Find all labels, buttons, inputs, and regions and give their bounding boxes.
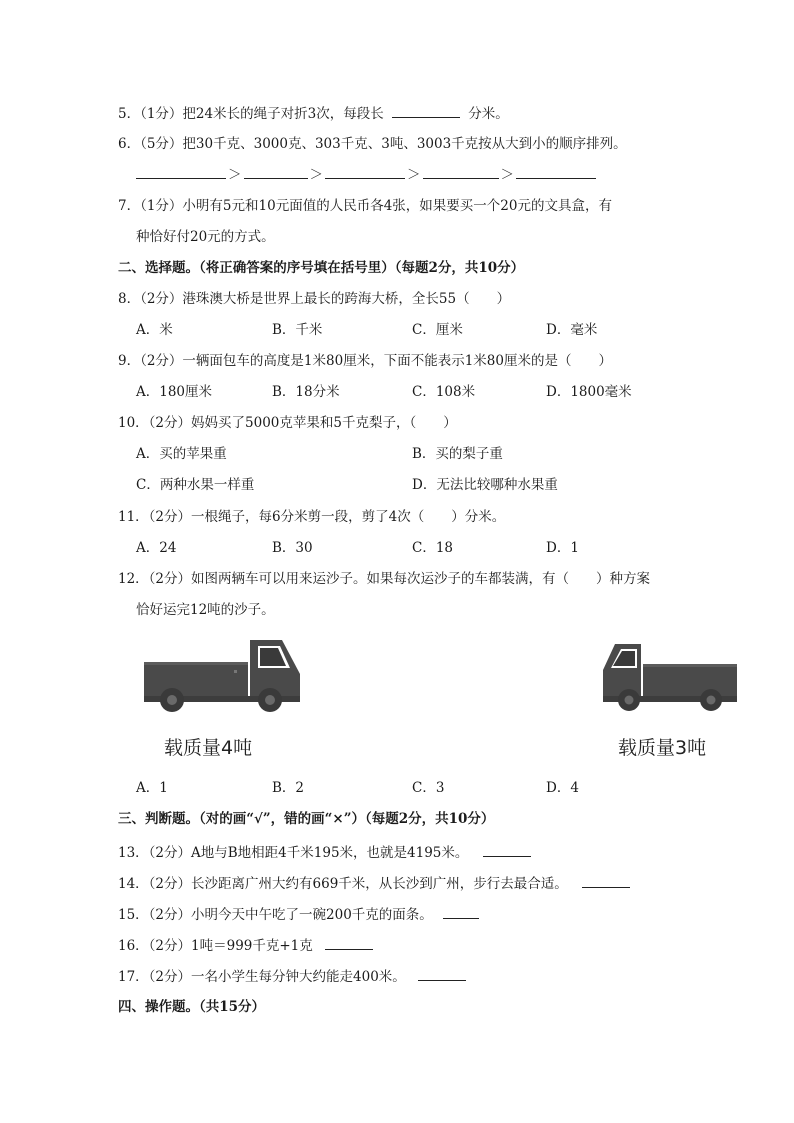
question-9-option-d[interactable]: D．1800毫米	[546, 384, 632, 400]
section-4-title: 四、操作题。（共15分）	[118, 999, 266, 1015]
question-6-blank-2[interactable]	[244, 164, 308, 179]
question-13	[118, 842, 531, 863]
truck-3-ton-image	[601, 640, 739, 712]
question-13-text: 13．（2分）A地与B地相距4千米195米，也就是4195米。	[118, 845, 469, 861]
question-17-answer-blank[interactable]	[418, 966, 466, 981]
greater-than-sign: ＞	[309, 167, 323, 183]
question-6-blank-1[interactable]	[136, 164, 226, 179]
question-15-text: 15．（2分）小明今天中午吃了一碗200千克的面条。	[118, 907, 433, 923]
question-5-suffix: 分米。	[468, 106, 509, 122]
question-17	[118, 966, 466, 987]
question-7-line-2: 种恰好付20元的方式。	[136, 229, 275, 245]
question-6-blank-4[interactable]	[423, 164, 499, 179]
question-16	[118, 935, 373, 956]
truck-2-caption: 载质量3吨	[618, 737, 707, 759]
truck-1-caption: 载质量4吨	[164, 737, 253, 759]
truck-cargo-bed	[144, 662, 248, 696]
question-11-option-c[interactable]: C．18	[412, 540, 454, 556]
question-6-blank-5[interactable]	[516, 164, 596, 179]
question-5-answer-blank[interactable]	[392, 103, 460, 118]
question-12-line-2: 恰好运完12吨的沙子。	[136, 602, 275, 618]
truck-cargo-bed	[643, 664, 737, 696]
question-6-text: 6．（5分）把30千克、3000克、303千克、3吨、3003千克按从大到小的顺序排列。	[118, 136, 627, 152]
question-14-text: 14．（2分）长沙距离广州大约有669千米，从长沙到广州，步行去最合适。	[118, 876, 568, 892]
question-13-answer-blank[interactable]	[483, 842, 531, 857]
question-11-option-a[interactable]: A．24	[136, 540, 177, 556]
question-8-option-d[interactable]: D．毫米	[546, 322, 598, 338]
question-14-answer-blank[interactable]	[582, 873, 630, 888]
section-2-title: 二、选择题。（将正确答案的序号填在括号里）（每题2分，共10分）	[118, 260, 525, 276]
question-8-text: 8．（2分）港珠澳大桥是世界上最长的跨海大桥，全长55（ ）	[118, 291, 511, 307]
greater-than-sign: ＞	[407, 167, 421, 183]
question-15	[118, 904, 479, 925]
truck-4-ton-image	[142, 634, 304, 714]
greater-than-sign: ＞	[500, 167, 514, 183]
question-7-line-1: 7．（1分）小明有5元和10元面值的人民币各4张，如果要买一个20元的文具盒，有	[118, 198, 612, 214]
question-6-blank-3[interactable]	[325, 164, 405, 179]
question-9-option-c[interactable]: C．108米	[412, 384, 476, 400]
question-10-option-c[interactable]: C．两种水果一样重	[136, 477, 255, 493]
question-12-line-1: 12．（2分）如图两辆车可以用来运沙子。如果每次运沙子的车都装满，有（ ）种方案	[118, 571, 651, 587]
question-11-option-d[interactable]: D．1	[546, 540, 579, 556]
question-5-text: 5．（1分）把24米长的绳子对折3次，每段长	[118, 106, 384, 122]
question-9-option-b[interactable]: B．18分米	[272, 384, 340, 400]
question-14	[118, 873, 630, 894]
section-3-title: 三、判断题。（对的画“√”，错的画“×”）（每题2分，共10分）	[118, 811, 495, 827]
question-8-option-c[interactable]: C．厘米	[412, 322, 463, 338]
question-12-option-a[interactable]: A．1	[136, 780, 168, 796]
question-10-option-d[interactable]: D．无法比较哪种水果重	[412, 477, 558, 493]
question-9-option-a[interactable]: A．180厘米	[136, 384, 213, 400]
question-12-option-b[interactable]: B．2	[272, 780, 305, 796]
question-10-option-b[interactable]: B．买的梨子重	[412, 446, 503, 462]
question-8-option-b[interactable]: B．千米	[272, 322, 323, 338]
question-16-text: 16．（2分）1吨＝999千克+1克	[118, 938, 313, 954]
question-9-text: 9．（2分）一辆面包车的高度是1米80厘米，下面不能表示1米80厘米的是（ ）	[118, 353, 612, 369]
question-11-option-b[interactable]: B．30	[272, 540, 313, 556]
question-12-option-c[interactable]: C．3	[412, 780, 445, 796]
question-12-option-d[interactable]: D．4	[546, 780, 579, 796]
question-17-text: 17．（2分）一名小学生每分钟大约能走400米。	[118, 969, 406, 985]
question-10-option-a[interactable]: A．买的苹果重	[136, 446, 227, 462]
greater-than-sign: ＞	[228, 167, 242, 183]
question-10-text: 10．（2分）妈妈买了5000克苹果和5千克梨子，（ ）	[118, 415, 457, 431]
question-8-option-a[interactable]: A．米	[136, 322, 173, 338]
question-6-answer-row	[136, 164, 596, 185]
question-16-answer-blank[interactable]	[325, 935, 373, 950]
question-15-answer-blank[interactable]	[443, 904, 479, 919]
question-5	[118, 103, 509, 124]
question-11-text: 11．（2分）一根绳子，每6分米剪一段，剪了4次（ ）分米。	[118, 509, 506, 525]
